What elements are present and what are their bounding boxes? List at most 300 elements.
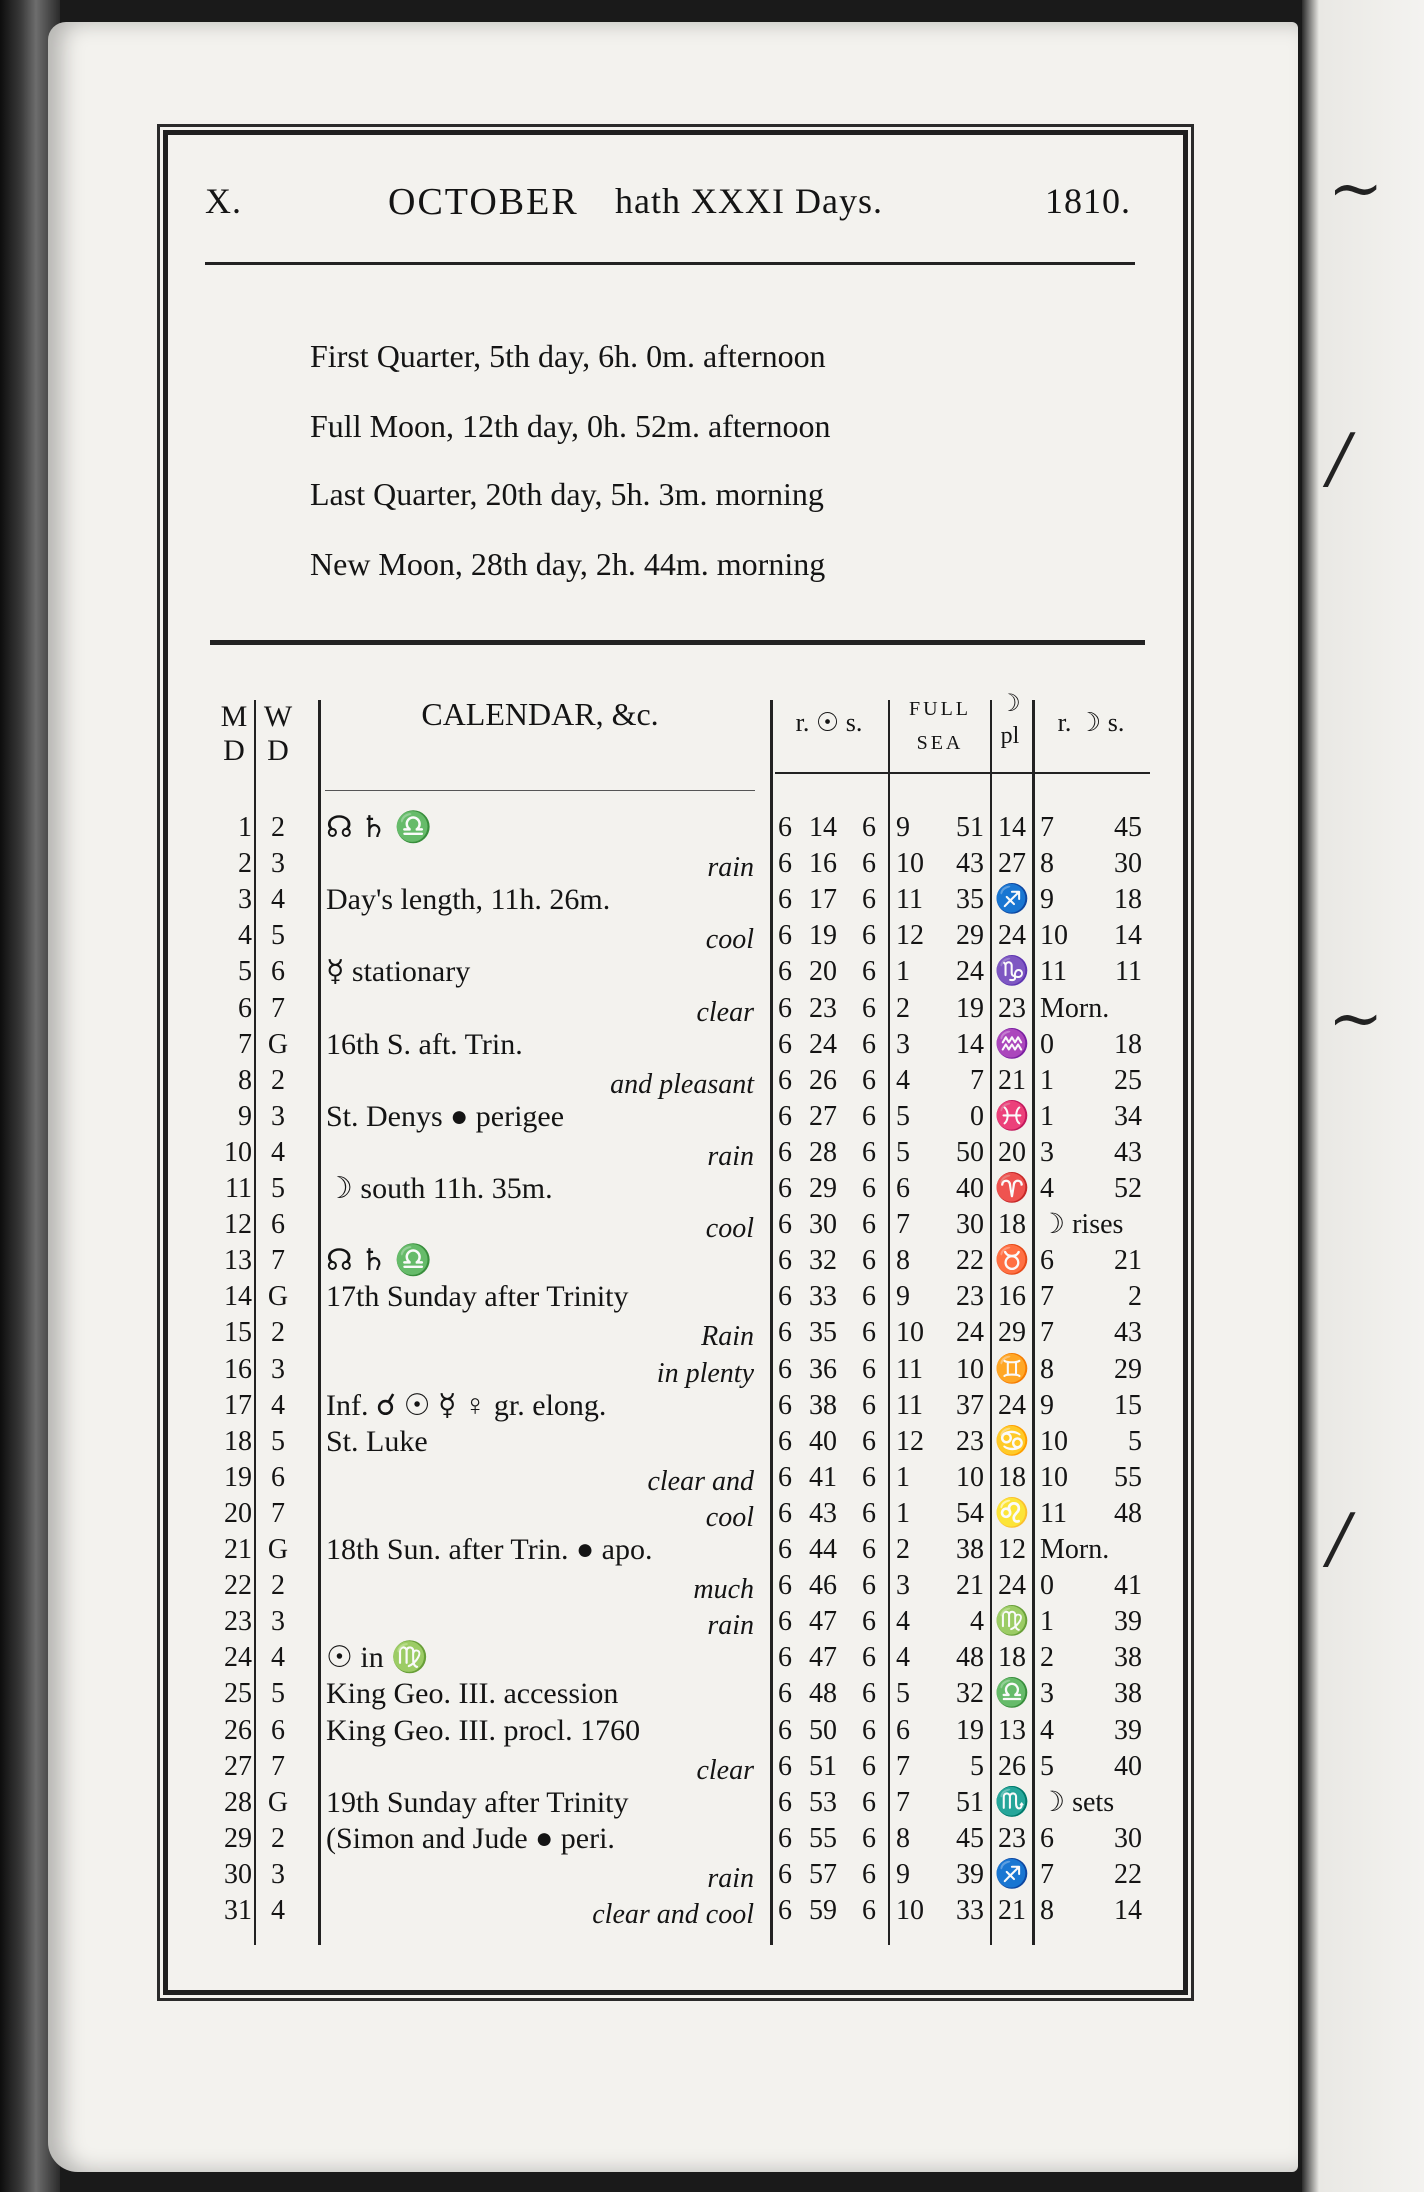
row-full-sea-hour: 4 bbox=[896, 1064, 910, 1096]
row-sunrise: 6 bbox=[778, 1389, 792, 1421]
row-sunrise: 6 bbox=[778, 1858, 792, 1890]
row-sunrise: 6 bbox=[778, 884, 792, 916]
row-full-sea-hour: 12 bbox=[896, 920, 924, 952]
row-full-sea-hour: 11 bbox=[896, 884, 923, 916]
row-week-day: 7 bbox=[271, 1245, 285, 1277]
row-sunrise: 6 bbox=[778, 992, 792, 1024]
row-sunset: 6 bbox=[862, 1497, 876, 1529]
row-full-sea-minutes: 4 bbox=[970, 1606, 984, 1638]
row-week-day: 2 bbox=[271, 1064, 285, 1096]
row-sunrise: 6 bbox=[778, 1786, 792, 1818]
row-month-day: 10 bbox=[224, 1136, 252, 1168]
row-full-sea-hour: 1 bbox=[896, 956, 910, 988]
column-rule bbox=[318, 700, 321, 1945]
row-full-sea-hour: 7 bbox=[896, 1750, 910, 1782]
row-week-day: 2 bbox=[271, 1822, 285, 1854]
row-full-sea-hour: 2 bbox=[896, 1534, 910, 1565]
row-sunset: 6 bbox=[862, 1534, 876, 1565]
row-sun-minutes: 43 bbox=[809, 1497, 837, 1529]
row-moon-hour: 5 bbox=[1040, 1750, 1054, 1782]
row-sunset: 6 bbox=[862, 1209, 876, 1241]
row-moon-hour: 8 bbox=[1040, 848, 1054, 880]
row-month-day: 17 bbox=[224, 1389, 252, 1421]
row-moon-place: 24 bbox=[998, 920, 1026, 952]
col-header-moon-rises-sets: r. ☽ s. bbox=[1057, 708, 1125, 737]
row-event: ☊ ♄ ♎ bbox=[326, 1244, 432, 1278]
row-moon-hour: 7 bbox=[1040, 812, 1054, 843]
row-sun-minutes: 20 bbox=[809, 956, 837, 988]
month-numeral: X. bbox=[205, 181, 242, 221]
column-rule bbox=[990, 700, 992, 1945]
row-sunset: 6 bbox=[862, 1822, 876, 1854]
row-week-day: 5 bbox=[271, 1173, 285, 1204]
row-week-day: 4 bbox=[271, 1642, 285, 1674]
row-weather: and pleasant bbox=[610, 1068, 754, 1100]
row-moon-hour: Morn. bbox=[1040, 1534, 1110, 1565]
row-sun-minutes: 48 bbox=[809, 1678, 837, 1710]
row-sunset: 6 bbox=[862, 884, 876, 916]
row-sun-minutes: 40 bbox=[809, 1425, 837, 1457]
row-sun-minutes: 26 bbox=[809, 1064, 837, 1096]
row-moon-place: ♋ bbox=[994, 1425, 1030, 1457]
row-moon-place: 21 bbox=[998, 1064, 1026, 1096]
row-week-day: 3 bbox=[271, 1353, 285, 1385]
row-moon-place: 12 bbox=[998, 1534, 1026, 1565]
row-sun-minutes: 59 bbox=[809, 1895, 837, 1926]
row-sunrise: 6 bbox=[778, 1100, 792, 1132]
row-full-sea-hour: 1 bbox=[896, 1497, 910, 1529]
column-rule bbox=[770, 700, 773, 1945]
row-moon-minutes: 18 bbox=[1114, 884, 1142, 916]
col-header-calendar: CALENDAR, &c. bbox=[421, 696, 659, 732]
row-sunset: 6 bbox=[862, 1245, 876, 1277]
row-sun-minutes: 19 bbox=[809, 920, 837, 952]
row-sun-minutes: 55 bbox=[809, 1822, 837, 1854]
row-moon-minutes: 39 bbox=[1114, 1606, 1142, 1638]
row-moon-place: ♓ bbox=[994, 1100, 1030, 1132]
row-week-day: 5 bbox=[271, 1425, 285, 1457]
row-full-sea-hour: 2 bbox=[896, 992, 910, 1024]
row-full-sea-minutes: 30 bbox=[956, 1209, 984, 1241]
row-event: Inf. ☌ ☉ ☿ ♀ gr. elong. bbox=[326, 1388, 607, 1422]
row-moon-hour: 0 bbox=[1040, 1028, 1054, 1060]
row-full-sea-minutes: 24 bbox=[956, 956, 984, 988]
row-sunrise: 6 bbox=[778, 1064, 792, 1096]
row-moon-minutes: 21 bbox=[1114, 1245, 1142, 1277]
row-sun-minutes: 47 bbox=[809, 1642, 837, 1674]
row-moon-place: 14 bbox=[998, 812, 1026, 843]
row-moon-minutes: 15 bbox=[1114, 1389, 1142, 1421]
row-full-sea-hour: 5 bbox=[896, 1136, 910, 1168]
section-rule bbox=[210, 640, 1145, 645]
row-moon-hour: 2 bbox=[1040, 1642, 1054, 1674]
row-moon-hour: 3 bbox=[1040, 1136, 1054, 1168]
row-week-day: 3 bbox=[271, 1858, 285, 1890]
row-sunset: 6 bbox=[862, 1714, 876, 1746]
column-rule bbox=[254, 700, 256, 1945]
row-moon-place: ♍ bbox=[994, 1606, 1030, 1638]
row-moon-minutes: 43 bbox=[1114, 1317, 1142, 1349]
row-sunrise: 6 bbox=[778, 1317, 792, 1349]
row-sunrise: 6 bbox=[778, 1570, 792, 1602]
row-full-sea-hour: 9 bbox=[896, 1858, 910, 1890]
row-moon-place: ♐ bbox=[994, 1858, 1030, 1890]
row-full-sea-hour: 4 bbox=[896, 1606, 910, 1638]
row-full-sea-minutes: 21 bbox=[956, 1570, 984, 1602]
row-sun-minutes: 30 bbox=[809, 1209, 837, 1241]
row-sunset: 6 bbox=[862, 1353, 876, 1385]
row-sunset: 6 bbox=[862, 1100, 876, 1132]
row-event: (Simon and Jude ● peri. bbox=[326, 1821, 615, 1855]
row-moon-place: 13 bbox=[998, 1714, 1026, 1746]
row-week-day: 4 bbox=[271, 1136, 285, 1168]
row-moon-hour: 11 bbox=[1040, 1497, 1067, 1529]
col-header-month-day: M D bbox=[220, 700, 248, 767]
row-full-sea-minutes: 23 bbox=[956, 1425, 984, 1457]
row-moon-minutes: 22 bbox=[1114, 1858, 1142, 1890]
row-week-day: 5 bbox=[271, 1678, 285, 1710]
row-weather: cool bbox=[705, 1213, 754, 1245]
row-moon-place: 16 bbox=[998, 1281, 1026, 1313]
row-full-sea-minutes: 0 bbox=[970, 1100, 984, 1132]
row-moon-hour: 1 bbox=[1040, 1606, 1054, 1638]
row-sun-minutes: 24 bbox=[809, 1028, 837, 1060]
row-sunset: 6 bbox=[862, 956, 876, 988]
row-full-sea-hour: 10 bbox=[896, 1317, 924, 1349]
row-week-day: 6 bbox=[271, 956, 285, 988]
row-sunset: 6 bbox=[862, 1786, 876, 1818]
row-full-sea-minutes: 45 bbox=[956, 1822, 984, 1854]
row-sunrise: 6 bbox=[778, 1678, 792, 1710]
row-month-day: 8 bbox=[238, 1064, 252, 1096]
row-week-day: G bbox=[267, 1281, 289, 1313]
row-full-sea-minutes: 10 bbox=[956, 1353, 984, 1385]
row-full-sea-minutes: 10 bbox=[956, 1461, 984, 1493]
row-week-day: 4 bbox=[271, 884, 285, 916]
row-full-sea-minutes: 32 bbox=[956, 1678, 984, 1710]
column-rule bbox=[1032, 700, 1035, 1945]
row-moon-hour: 7 bbox=[1040, 1281, 1054, 1313]
row-week-day: 7 bbox=[271, 992, 285, 1024]
row-moon-minutes: 41 bbox=[1114, 1570, 1142, 1602]
row-sun-minutes: 57 bbox=[809, 1858, 837, 1890]
row-month-day: 4 bbox=[238, 920, 252, 952]
row-sun-minutes: 23 bbox=[809, 992, 837, 1024]
row-full-sea-minutes: 22 bbox=[956, 1245, 984, 1277]
row-sunset: 6 bbox=[862, 1858, 876, 1890]
row-week-day: 3 bbox=[271, 1100, 285, 1132]
row-sunrise: 6 bbox=[778, 1642, 792, 1674]
row-month-day: 19 bbox=[224, 1461, 252, 1493]
row-moon-place: ♊ bbox=[994, 1353, 1030, 1385]
row-sunset: 6 bbox=[862, 1678, 876, 1710]
row-sun-minutes: 41 bbox=[809, 1461, 837, 1493]
row-moon-hour: 7 bbox=[1040, 1317, 1054, 1349]
row-sunrise: 6 bbox=[778, 920, 792, 952]
row-sun-minutes: 47 bbox=[809, 1606, 837, 1638]
row-month-day: 23 bbox=[224, 1606, 252, 1638]
row-moon-place: ♌ bbox=[994, 1497, 1030, 1529]
row-sunrise: 6 bbox=[778, 812, 792, 843]
row-event: St. Luke bbox=[326, 1424, 428, 1458]
row-month-day: 30 bbox=[224, 1858, 252, 1890]
row-moon-minutes: 40 bbox=[1114, 1750, 1142, 1782]
row-moon-place: ♏ bbox=[994, 1786, 1030, 1818]
row-month-day: 3 bbox=[238, 884, 252, 916]
row-month-day: 11 bbox=[225, 1173, 252, 1204]
row-month-day: 18 bbox=[224, 1425, 252, 1457]
row-week-day: 3 bbox=[271, 848, 285, 880]
row-full-sea-minutes: 54 bbox=[956, 1497, 984, 1529]
row-week-day: G bbox=[267, 1028, 289, 1060]
row-moon-place: 24 bbox=[998, 1570, 1026, 1602]
row-moon-place: 18 bbox=[998, 1642, 1026, 1674]
row-sun-minutes: 53 bbox=[809, 1786, 837, 1818]
row-moon-hour: 7 bbox=[1040, 1858, 1054, 1890]
row-sunset: 6 bbox=[862, 1028, 876, 1060]
row-moon-place: 23 bbox=[998, 1822, 1026, 1854]
header-rule bbox=[205, 262, 1135, 265]
row-weather: clear bbox=[696, 996, 754, 1028]
row-moon-minutes: 39 bbox=[1114, 1714, 1142, 1746]
row-sun-minutes: 33 bbox=[809, 1281, 837, 1313]
row-full-sea-hour: 11 bbox=[896, 1353, 923, 1385]
row-full-sea-hour: 8 bbox=[896, 1245, 910, 1277]
row-sunrise: 6 bbox=[778, 1209, 792, 1241]
row-month-day: 15 bbox=[224, 1317, 252, 1349]
row-week-day: 6 bbox=[271, 1461, 285, 1493]
row-sunrise: 6 bbox=[778, 1353, 792, 1385]
row-moon-minutes: 45 bbox=[1114, 812, 1142, 843]
row-moon-minutes: 55 bbox=[1114, 1461, 1142, 1493]
row-full-sea-minutes: 23 bbox=[956, 1281, 984, 1313]
row-moon-place: ♑ bbox=[994, 956, 1030, 988]
handwriting-mark: ~ bbox=[1328, 150, 1384, 227]
facing-page bbox=[1302, 0, 1424, 2192]
row-sun-minutes: 35 bbox=[809, 1317, 837, 1349]
row-moon-hour: Morn. bbox=[1040, 992, 1110, 1024]
row-moon-place: ♉ bbox=[994, 1245, 1030, 1277]
row-month-day: 25 bbox=[224, 1678, 252, 1710]
row-month-day: 27 bbox=[224, 1750, 252, 1782]
row-week-day: 7 bbox=[271, 1497, 285, 1529]
header-underline bbox=[325, 790, 755, 791]
row-moon-hour: 3 bbox=[1040, 1678, 1054, 1710]
row-event: ☿ stationary bbox=[326, 955, 471, 989]
row-event: ☊ ♄ ♎ bbox=[326, 811, 432, 844]
handwriting-mark: / bbox=[1328, 420, 1351, 497]
row-month-day: 6 bbox=[238, 992, 252, 1024]
row-moon-hour: 1 bbox=[1040, 1064, 1054, 1096]
row-full-sea-minutes: 43 bbox=[956, 848, 984, 880]
row-sunset: 6 bbox=[862, 1642, 876, 1674]
row-moon-hour: ☽ rises bbox=[1040, 1209, 1124, 1241]
row-full-sea-hour: 10 bbox=[896, 1895, 924, 1926]
row-full-sea-minutes: 24 bbox=[956, 1317, 984, 1349]
row-sunset: 6 bbox=[862, 1064, 876, 1096]
moon-phase-new-moon: New Moon, 28th day, 2h. 44m. morning bbox=[310, 546, 826, 582]
row-event: 19th Sunday after Trinity bbox=[326, 1785, 629, 1819]
row-sun-minutes: 17 bbox=[809, 884, 837, 916]
row-full-sea-minutes: 40 bbox=[956, 1173, 984, 1204]
row-sunset: 6 bbox=[862, 848, 876, 880]
month-days: hath XXXI Days. bbox=[615, 181, 883, 221]
row-full-sea-minutes: 38 bbox=[956, 1534, 984, 1565]
row-event: 17th Sunday after Trinity bbox=[326, 1280, 629, 1314]
row-weather: rain bbox=[707, 852, 754, 884]
row-sunset: 6 bbox=[862, 1606, 876, 1638]
row-moon-place: ♒ bbox=[994, 1028, 1030, 1060]
row-month-day: 24 bbox=[224, 1642, 252, 1674]
row-sunset: 6 bbox=[862, 1136, 876, 1168]
row-sun-minutes: 29 bbox=[809, 1173, 837, 1204]
row-month-day: 26 bbox=[224, 1714, 252, 1746]
row-sunrise: 6 bbox=[778, 1606, 792, 1638]
row-full-sea-minutes: 29 bbox=[956, 920, 984, 952]
row-sunset: 6 bbox=[862, 1461, 876, 1493]
row-week-day: 3 bbox=[271, 1606, 285, 1638]
row-sunrise: 6 bbox=[778, 1895, 792, 1926]
row-week-day: 6 bbox=[271, 1714, 285, 1746]
row-full-sea-minutes: 35 bbox=[956, 884, 984, 916]
row-week-day: 2 bbox=[271, 1317, 285, 1349]
row-event: 18th Sun. after Trin. ● apo. bbox=[326, 1533, 653, 1566]
row-sun-minutes: 51 bbox=[809, 1750, 837, 1782]
row-moon-place: 24 bbox=[998, 1389, 1026, 1421]
moon-phase-first-quarter: First Quarter, 5th day, 6h. 0m. afternoon bbox=[310, 338, 826, 374]
row-moon-minutes: 38 bbox=[1114, 1642, 1142, 1674]
row-moon-minutes: 2 bbox=[1128, 1281, 1142, 1313]
row-sunset: 6 bbox=[862, 992, 876, 1024]
row-sunrise: 6 bbox=[778, 956, 792, 988]
row-month-day: 7 bbox=[238, 1028, 252, 1060]
row-moon-hour: 6 bbox=[1040, 1822, 1054, 1854]
row-month-day: 29 bbox=[224, 1822, 252, 1854]
row-month-day: 2 bbox=[238, 848, 252, 880]
row-sunset: 6 bbox=[862, 812, 876, 843]
row-full-sea-hour: 5 bbox=[896, 1100, 910, 1132]
row-month-day: 14 bbox=[224, 1281, 252, 1313]
col-header-full-sea: FULL SEA bbox=[909, 698, 971, 754]
row-moon-hour: 6 bbox=[1040, 1245, 1054, 1277]
row-sunset: 6 bbox=[862, 1317, 876, 1349]
row-sun-minutes: 16 bbox=[809, 848, 837, 880]
row-moon-minutes: 30 bbox=[1114, 848, 1142, 880]
row-event: King Geo. III. accession bbox=[326, 1677, 619, 1711]
row-week-day: 6 bbox=[271, 1209, 285, 1241]
row-moon-place: 23 bbox=[998, 992, 1026, 1024]
row-moon-hour: 9 bbox=[1040, 884, 1054, 916]
row-moon-place: ♐ bbox=[994, 884, 1030, 916]
row-full-sea-hour: 1 bbox=[896, 1461, 910, 1493]
row-week-day: 5 bbox=[271, 920, 285, 952]
row-moon-hour: 8 bbox=[1040, 1895, 1054, 1926]
row-moon-minutes: 5 bbox=[1128, 1425, 1142, 1457]
row-full-sea-hour: 7 bbox=[896, 1209, 910, 1241]
month-title: OCTOBER bbox=[388, 181, 579, 223]
row-sunrise: 6 bbox=[778, 1425, 792, 1457]
row-event: Day's length, 11h. 26m. bbox=[326, 883, 611, 917]
row-sunrise: 6 bbox=[778, 1822, 792, 1854]
row-weather: cool bbox=[705, 1501, 754, 1533]
row-moon-minutes: 29 bbox=[1114, 1353, 1142, 1385]
row-full-sea-minutes: 19 bbox=[956, 1714, 984, 1746]
row-weather: much bbox=[693, 1574, 754, 1606]
row-full-sea-minutes: 33 bbox=[956, 1895, 984, 1926]
row-full-sea-minutes: 48 bbox=[956, 1642, 984, 1674]
row-moon-hour: 1 bbox=[1040, 1100, 1054, 1132]
row-moon-minutes: 25 bbox=[1114, 1064, 1142, 1096]
row-sunrise: 6 bbox=[778, 1714, 792, 1746]
row-moon-minutes: 14 bbox=[1114, 1895, 1142, 1926]
row-weather: rain bbox=[707, 1862, 754, 1894]
row-moon-minutes: 18 bbox=[1114, 1028, 1142, 1060]
row-sunrise: 6 bbox=[778, 1497, 792, 1529]
row-full-sea-minutes: 51 bbox=[956, 1786, 984, 1818]
row-full-sea-minutes: 5 bbox=[970, 1750, 984, 1782]
row-sunrise: 6 bbox=[778, 1534, 792, 1565]
row-moon-hour: 11 bbox=[1040, 956, 1067, 988]
row-full-sea-hour: 3 bbox=[896, 1028, 910, 1060]
row-moon-minutes: 30 bbox=[1114, 1822, 1142, 1854]
row-sun-minutes: 46 bbox=[809, 1570, 837, 1602]
row-full-sea-hour: 6 bbox=[896, 1714, 910, 1746]
row-event: 16th S. aft. Trin. bbox=[326, 1027, 523, 1061]
row-moon-minutes: 14 bbox=[1114, 920, 1142, 952]
row-weather: rain bbox=[707, 1140, 754, 1172]
row-moon-place: ♈ bbox=[994, 1173, 1030, 1204]
row-full-sea-hour: 6 bbox=[896, 1173, 910, 1204]
row-sun-minutes: 27 bbox=[809, 1100, 837, 1132]
row-sunset: 6 bbox=[862, 1281, 876, 1313]
row-full-sea-minutes: 37 bbox=[956, 1389, 984, 1421]
row-full-sea-minutes: 51 bbox=[956, 812, 984, 843]
row-moon-place: 20 bbox=[998, 1136, 1026, 1168]
header-underline bbox=[775, 772, 1150, 774]
row-full-sea-hour: 10 bbox=[896, 848, 924, 880]
row-month-day: 28 bbox=[224, 1786, 252, 1818]
row-moon-hour: 10 bbox=[1040, 920, 1068, 952]
row-moon-hour: ☽ sets bbox=[1040, 1786, 1115, 1818]
row-sun-minutes: 44 bbox=[809, 1534, 837, 1565]
row-moon-place: 29 bbox=[998, 1317, 1026, 1349]
row-sunrise: 6 bbox=[778, 1245, 792, 1277]
column-rule bbox=[888, 700, 890, 1945]
row-sunset: 6 bbox=[862, 1173, 876, 1204]
row-week-day: G bbox=[267, 1534, 289, 1565]
row-sun-minutes: 32 bbox=[809, 1245, 837, 1277]
row-sunrise: 6 bbox=[778, 1750, 792, 1782]
row-moon-hour: 0 bbox=[1040, 1570, 1054, 1602]
row-sunset: 6 bbox=[862, 920, 876, 952]
row-weather: cool bbox=[705, 924, 754, 956]
row-week-day: G bbox=[267, 1786, 289, 1818]
row-month-day: 21 bbox=[224, 1534, 252, 1565]
row-event: ☉ in ♍ bbox=[326, 1641, 429, 1675]
col-header-sun: r. ☉ s. bbox=[795, 708, 863, 737]
row-sunset: 6 bbox=[862, 1425, 876, 1457]
row-sunrise: 6 bbox=[778, 1136, 792, 1168]
row-moon-hour: 4 bbox=[1040, 1714, 1054, 1746]
year: 1810. bbox=[1045, 181, 1131, 221]
row-week-day: 2 bbox=[271, 812, 285, 843]
moon-phase-last-quarter: Last Quarter, 20th day, 5h. 3m. morning bbox=[310, 476, 824, 512]
row-moon-place: 27 bbox=[998, 848, 1026, 880]
row-month-day: 22 bbox=[224, 1570, 252, 1602]
row-full-sea-minutes: 7 bbox=[970, 1064, 984, 1096]
row-full-sea-hour: 9 bbox=[896, 812, 910, 843]
handwriting-mark: / bbox=[1328, 1500, 1351, 1577]
